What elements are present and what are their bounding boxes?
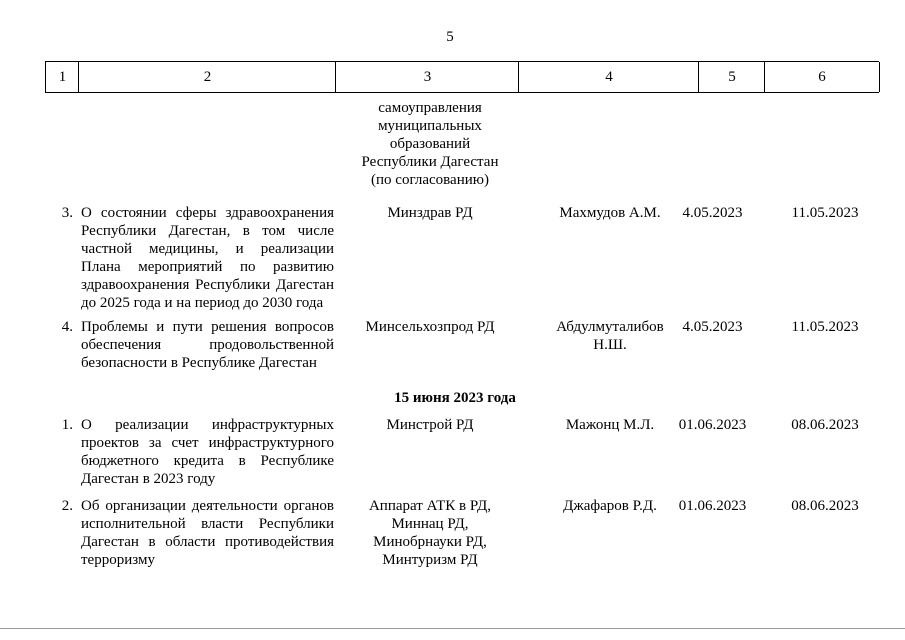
topic-line: О реализации инфраструктурных: [81, 417, 334, 433]
topic-line: Проблемы и пути решения вопросов: [81, 319, 334, 335]
org-line: Минстрой РД: [386, 417, 474, 433]
row-topic: [81, 318, 334, 372]
topic-line: Плана мероприятий по развитию: [81, 259, 334, 275]
topic-line: здравоохранения Республики Дагестан: [81, 277, 334, 293]
topic-line: частной медицины, и реализации: [81, 241, 334, 257]
row-date-1: 01.06.2023: [678, 498, 747, 514]
row-date-1: 4.05.2023: [682, 205, 743, 221]
org-line: самоуправления: [378, 100, 482, 116]
responsible-line: Мажонц М.Л.: [565, 417, 655, 433]
topic-line: Республики Дагестан, в том числе: [81, 223, 334, 239]
org-line: Минсельхозпрод РД: [365, 319, 495, 335]
topic-line: Об организации деятельности органов: [81, 498, 334, 514]
table-header-row: [45, 61, 879, 93]
responsible-line: Абдулмуталибов: [556, 319, 664, 335]
row-number: 1.: [61, 417, 73, 433]
row-organization: [335, 204, 525, 222]
row-topic: [81, 416, 334, 488]
header-col-4: 4: [518, 62, 699, 92]
row-date-2: 11.05.2023: [791, 205, 859, 221]
topic-line: бюджетного кредита в Республике: [81, 453, 334, 469]
row-number: 3.: [61, 205, 73, 221]
header-col-6: 6: [764, 62, 880, 92]
row-date-1: 4.05.2023: [682, 319, 743, 335]
header-col-2: 2: [78, 62, 336, 92]
topic-line: терроризму: [81, 552, 155, 568]
continued-organization-cell: [335, 99, 525, 189]
row-date-2: 08.06.2023: [791, 498, 859, 514]
section-date-heading: 15 июня 2023 года: [394, 390, 516, 406]
topic-line: О состоянии сферы здравоохранения: [81, 205, 334, 221]
row-organization: [335, 416, 525, 434]
row-number: 2.: [61, 498, 73, 514]
org-line: Аппарат АТК в РД,: [368, 498, 492, 514]
org-line: (по согласованию): [371, 172, 489, 188]
org-line: Минобрнауки РД,: [373, 534, 487, 550]
responsible-line: Махмудов А.М.: [559, 205, 661, 221]
page-number: 5: [446, 29, 454, 45]
org-line: Республики Дагестан: [361, 154, 499, 170]
org-line: муниципальных: [378, 118, 482, 134]
row-date-1: 01.06.2023: [678, 417, 747, 433]
row-organization: [335, 318, 525, 336]
responsible-line: Н.Ш.: [593, 337, 627, 353]
org-line: Минтуризм РД: [382, 552, 478, 568]
org-line: Минздрав РД: [387, 205, 473, 221]
org-line: Миннац РД,: [391, 516, 469, 532]
topic-line: исполнительной власти Республики: [81, 516, 334, 532]
row-topic: [81, 497, 334, 569]
row-organization: [335, 497, 525, 569]
row-topic: [81, 204, 334, 312]
topic-line: проектов за счет инфраструктурного: [81, 435, 334, 451]
row-date-2: 08.06.2023: [791, 417, 859, 433]
row-number: 4.: [61, 319, 73, 335]
topic-line: Дагестан в области противодействия: [81, 534, 334, 550]
topic-line: обеспечения продовольственной: [81, 337, 334, 353]
header-col-1: 1: [45, 62, 79, 92]
header-col-3: 3: [335, 62, 519, 92]
scan-bottom-edge: [0, 628, 905, 629]
topic-line: Дагестан в 2023 году: [81, 471, 216, 487]
row-date-2: 11.05.2023: [791, 319, 859, 335]
org-line: образований: [389, 136, 471, 152]
responsible-line: Джафаров Р.Д.: [563, 498, 657, 514]
topic-line: до 2025 года и на период до 2030 года: [81, 295, 324, 311]
header-col-5: 5: [698, 62, 765, 92]
topic-line: безопасности в Республике Дагестан: [81, 355, 317, 371]
